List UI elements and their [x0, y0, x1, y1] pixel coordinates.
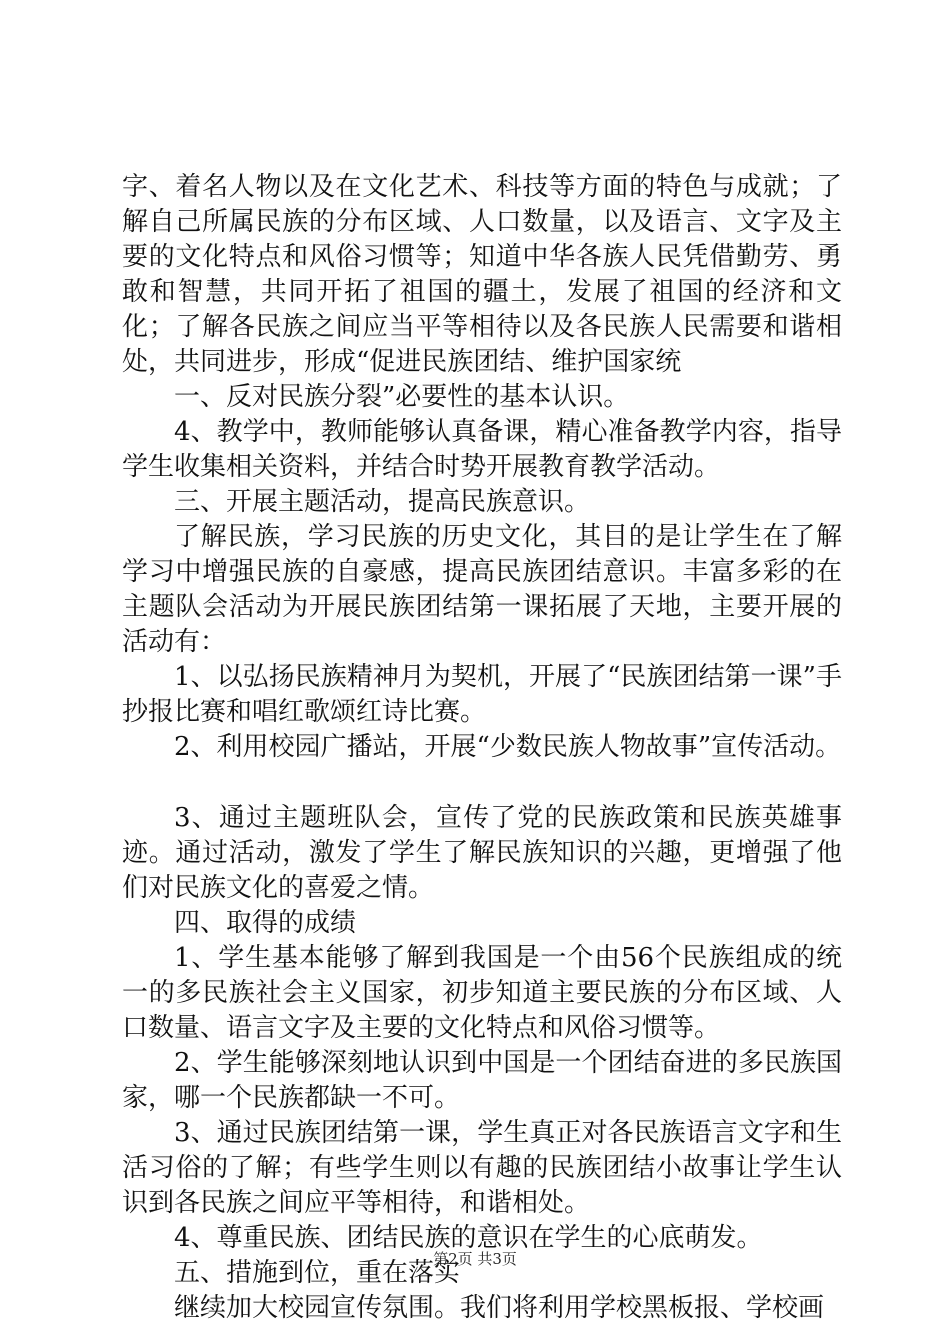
document-body	[122, 170, 842, 1326]
paragraph-intro-continuation: 字、着名人物以及在文化艺术、科技等方面的特色与成就；了解自己所属民族的分布区域、人口数量，以及语言、文字及主要的文化特点和风俗习惯等；知道中华各族人民凭借勤劳、勇敢和智慧，共同开拓了祖国的疆土，发展了祖国的经济和文化；了解各民族之间应当平等相待以及各民族人民需要和谐相处，共同进步，形成“促进民族团结、维护国家统	[122, 172, 842, 377]
paragraph-result-1: 1、学生基本能够了解到我国是一个由56个民族组成的统一的多民族社会主义国家，初步知道主要民族的分布区域、人口数量、语言文字及主要的文化特点和风俗习惯等。	[122, 943, 842, 1043]
paragraph-activity-1: 1、以弘扬民族精神月为契机，开展了“民族团结第一课”手抄报比赛和唱红歌颂红诗比赛。	[122, 662, 842, 727]
paragraph-heading-1-continuation: 一、反对民族分裂”必要性的基本认识。	[174, 382, 630, 412]
paragraph-measures-1: 继续加大校园宣传氛围。我们将利用学校黑板报、学校画	[174, 1293, 825, 1323]
paragraph-activity-2: 2、利用校园广播站，开展“少数民族人物故事”宣传活动。	[174, 732, 842, 762]
paragraph-result-2: 2、学生能够深刻地认识到中国是一个团结奋进的多民族国家，哪一个民族都缺一不可。	[122, 1048, 842, 1113]
section-heading-4: 四、取得的成绩	[174, 908, 357, 938]
page-number-footer: 第2页 共3页	[433, 1250, 517, 1268]
paragraph-item-4-teaching: 4、教学中，教师能够认真备课，精心准备教学内容，指导学生收集相关资料，并结合时势开展教育教学活动。	[122, 417, 842, 482]
section-heading-5: 五、措施到位，重在落实	[174, 1258, 461, 1288]
paragraph-activity-3: 3、通过主题班队会，宣传了党的民族政策和民族英雄事迹。通过活动，激发了学生了解民族知识的兴趣，更增强了他们对民族文化的喜爱之情。	[122, 803, 842, 903]
section-heading-3: 三、开展主题活动，提高民族意识。	[174, 487, 591, 517]
paragraph-result-4: 4、尊重民族、团结民族的意识在学生的心底萌发。	[174, 1223, 763, 1253]
paragraph-understanding-ethnic-groups: 了解民族，学习民族的历史文化，其目的是让学生在了解学习中增强民族的自豪感，提高民族团结意识。丰富多彩的在主题队会活动为开展民族团结第一课拓展了天地，主要开展的活动有：	[122, 522, 842, 657]
paragraph-result-3: 3、通过民族团结第一课，学生真正对各民族语言文字和生活习俗的了解；有些学生则以有趣的民族团结小故事让学生认识到各民族之间应平等相待，和谐相处。	[122, 1118, 842, 1218]
